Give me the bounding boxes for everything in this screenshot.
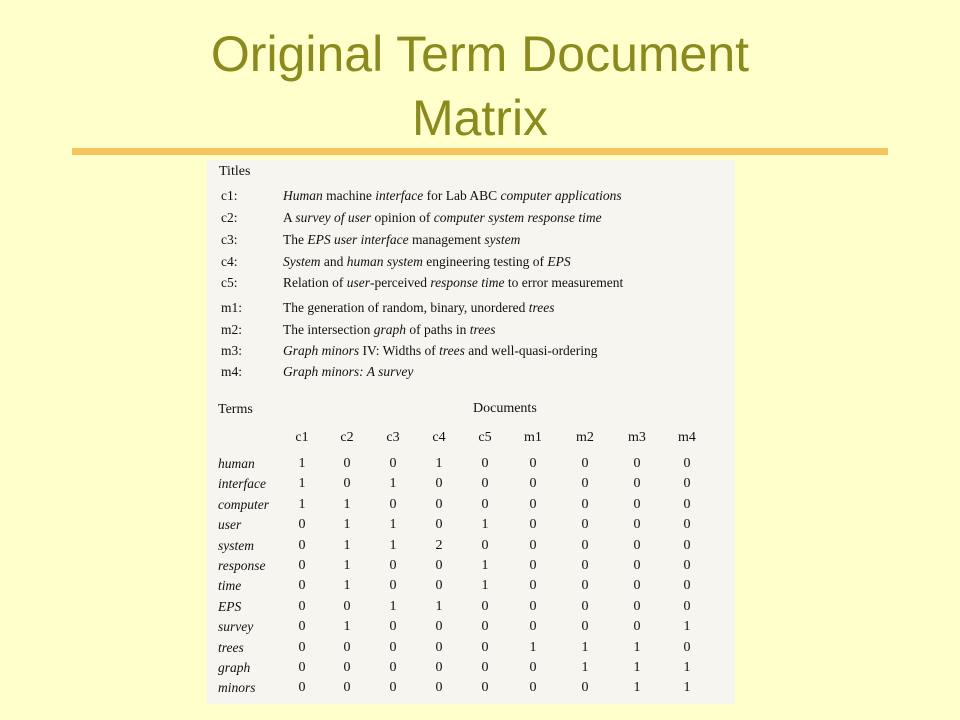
- matrix-cell: 0: [343, 660, 351, 675]
- title-text-segment: system: [484, 232, 521, 247]
- matrix-row: [207, 658, 735, 678]
- title-row: [221, 363, 731, 381]
- matrix-term-label: response: [218, 558, 266, 573]
- matrix-cell: 0: [481, 537, 489, 553]
- title-text-segment: and well-quasi-ordering: [464, 343, 598, 358]
- matrix-cell: 1: [633, 639, 641, 655]
- matrix-cell: 1: [683, 660, 691, 675]
- matrix-cell: 1: [298, 496, 306, 512]
- matrix-cell: 1: [298, 476, 306, 492]
- matrix-cell: 0: [343, 680, 351, 696]
- title-text-segment: trees: [528, 300, 555, 315]
- matrix-cell: 0: [389, 619, 397, 635]
- matrix-cell: 0: [683, 517, 691, 533]
- matrix-row: [207, 454, 735, 474]
- matrix-cell: 1: [529, 639, 537, 655]
- matrix-term-label: graph: [218, 660, 251, 675]
- title-underline: [72, 148, 888, 155]
- matrix-term-label: trees: [218, 639, 244, 655]
- matrix-cell: 0: [581, 578, 589, 594]
- matrix-cell: 0: [481, 598, 489, 614]
- title-row: [221, 342, 731, 360]
- matrix-cell: 0: [343, 639, 351, 655]
- matrix-cell: 0: [529, 456, 537, 471]
- matrix-cell: 0: [683, 578, 691, 594]
- matrix-column-header: m1: [524, 430, 542, 445]
- matrix-cell: 0: [343, 456, 351, 471]
- matrix-cell: 1: [581, 639, 589, 655]
- matrix-column-header: c5: [478, 430, 492, 445]
- title-text-segment: and: [320, 254, 347, 269]
- matrix-column-header: c3: [386, 430, 400, 445]
- matrix-cell: 0: [298, 537, 306, 553]
- terms-heading: Terms: [218, 402, 253, 417]
- matrix-cell: 1: [298, 456, 306, 471]
- matrix-cell: 0: [581, 476, 589, 492]
- matrix-cell: 0: [298, 619, 306, 635]
- matrix-cell: 0: [683, 558, 691, 573]
- matrix-cell: 0: [529, 476, 537, 492]
- matrix-cell: 0: [435, 680, 443, 696]
- matrix-cell: 0: [298, 517, 306, 533]
- matrix-cell: 0: [298, 680, 306, 696]
- title-text-segment: user: [346, 275, 370, 290]
- matrix-cell: 1: [343, 517, 351, 533]
- matrix-row: [207, 474, 735, 494]
- matrix-row: [207, 536, 735, 556]
- matrix-cell: 0: [633, 598, 641, 614]
- matrix-row: [207, 495, 735, 515]
- matrix-cell: 0: [298, 578, 306, 594]
- matrix-cell: 0: [481, 639, 489, 655]
- matrix-cell: 0: [581, 537, 589, 553]
- matrix-column-header: m4: [678, 430, 696, 445]
- titles-heading: Titles: [219, 164, 251, 179]
- matrix-column-header: c1: [295, 430, 309, 445]
- matrix-cell: 0: [581, 680, 589, 696]
- title-row: [221, 187, 731, 205]
- title-text-segment: human system: [346, 254, 423, 269]
- matrix-cell: 1: [481, 578, 489, 594]
- matrix-cell: 0: [581, 496, 589, 512]
- matrix-cell: 0: [529, 496, 537, 512]
- matrix-cell: 1: [343, 578, 351, 594]
- documents-heading: Documents: [473, 401, 537, 416]
- title-text-segment: EPS user interface: [307, 232, 409, 247]
- matrix-term-label: survey: [218, 619, 254, 635]
- title-text-segment: trees: [469, 322, 496, 337]
- title-row: [221, 321, 731, 339]
- matrix-cell: 0: [481, 680, 489, 696]
- matrix-cell: 0: [529, 598, 537, 614]
- title-doc-id: m2:: [221, 322, 243, 337]
- title-text-segment: computer system response time: [433, 210, 602, 225]
- title-doc-id: m1:: [221, 300, 243, 315]
- matrix-cell: 1: [343, 619, 351, 635]
- title-text-segment: opinion of: [371, 210, 434, 225]
- matrix-cell: 0: [529, 537, 537, 553]
- matrix-cell: 1: [633, 660, 641, 675]
- matrix-cell: 1: [389, 598, 397, 614]
- matrix-cell: 0: [683, 598, 691, 614]
- title-text-segment: Human: [283, 188, 323, 203]
- matrix-cell: 1: [435, 598, 443, 614]
- matrix-column-header: m2: [576, 430, 594, 445]
- title-doc-id: c3:: [221, 232, 238, 247]
- title-text-segment: The generation of random, binary, unordered: [283, 300, 529, 315]
- matrix-cell: 0: [435, 476, 443, 492]
- title-text-segment: computer applications: [500, 188, 622, 203]
- matrix-cell: 0: [683, 496, 691, 512]
- title-text-segment: for Lab ABC: [423, 188, 501, 203]
- matrix-term-label: interface: [218, 476, 266, 492]
- matrix-cell: 0: [389, 660, 397, 675]
- matrix-cell: 0: [389, 639, 397, 655]
- title-doc-id: c1:: [221, 188, 238, 203]
- matrix-row: [207, 515, 735, 535]
- matrix-cell: 0: [481, 456, 489, 471]
- title-text-segment: System: [283, 254, 321, 269]
- matrix-term-label: computer: [218, 496, 269, 512]
- title-text-segment: to error measurement: [504, 275, 624, 290]
- title-text-segment: The: [283, 232, 308, 247]
- title-text-segment: -perceived: [370, 275, 431, 290]
- matrix-cell: 1: [389, 537, 397, 553]
- matrix-cell: 0: [529, 578, 537, 594]
- matrix-cell: 1: [481, 558, 489, 573]
- matrix-cell: 0: [481, 496, 489, 512]
- title-text-segment: EPS: [547, 254, 571, 269]
- matrix-cell: 0: [683, 639, 691, 655]
- title-row: [221, 209, 731, 227]
- matrix-cell: 1: [481, 517, 489, 533]
- matrix-term-label: user: [218, 517, 242, 533]
- matrix-cell: 0: [529, 558, 537, 573]
- matrix-cell: 0: [343, 476, 351, 492]
- slide-title-line-1: Original Term Document: [210, 26, 750, 82]
- matrix-cell: 0: [633, 496, 641, 512]
- matrix-cell: 0: [343, 598, 351, 614]
- matrix-cell: 0: [435, 496, 443, 512]
- title-doc-id: m4:: [221, 364, 243, 379]
- matrix-cell: 0: [633, 619, 641, 635]
- matrix-cell: 0: [435, 619, 443, 635]
- matrix-cell: 1: [435, 456, 443, 471]
- matrix-cell: 0: [298, 660, 306, 675]
- matrix-cell: 1: [389, 476, 397, 492]
- matrix-term-label: human: [218, 456, 255, 471]
- title-row: [221, 299, 731, 317]
- matrix-cell: 0: [389, 456, 397, 471]
- matrix-cell: 1: [683, 680, 691, 696]
- matrix-cell: 1: [683, 619, 691, 635]
- title-doc-id: m3:: [221, 343, 243, 358]
- title-text-segment: of paths in: [405, 322, 470, 337]
- matrix-row: [207, 597, 735, 617]
- title-row: [221, 231, 731, 249]
- matrix-cell: 0: [389, 578, 397, 594]
- matrix-cell: 0: [581, 456, 589, 471]
- matrix-cell: 1: [389, 517, 397, 533]
- title-text-segment: Relation of: [283, 275, 347, 290]
- matrix-cell: 0: [298, 598, 306, 614]
- matrix-cell: 0: [389, 558, 397, 573]
- matrix-cell: 0: [481, 619, 489, 635]
- matrix-cell: 0: [529, 680, 537, 696]
- matrix-cell: 0: [529, 660, 537, 675]
- matrix-cell: 0: [581, 517, 589, 533]
- matrix-term-label: EPS: [218, 598, 242, 614]
- matrix-cell: 0: [529, 517, 537, 533]
- title-doc-id: c2:: [221, 210, 238, 225]
- title-row: [221, 274, 731, 292]
- matrix-cell: 0: [389, 496, 397, 512]
- matrix-cell: 1: [633, 680, 641, 696]
- title-text-segment: A: [283, 210, 296, 225]
- title-doc-id: c5:: [221, 275, 238, 290]
- matrix-cell: 0: [529, 619, 537, 635]
- term-document-figure: [207, 160, 735, 704]
- matrix-cell: 0: [633, 558, 641, 573]
- matrix-cell: 0: [633, 537, 641, 553]
- matrix-cell: 0: [435, 517, 443, 533]
- matrix-term-label: time: [218, 578, 242, 594]
- matrix-row: [207, 576, 735, 596]
- matrix-cell: 1: [343, 537, 351, 553]
- title-text-segment: Graph minors: [283, 343, 360, 358]
- matrix-column-header: c4: [432, 430, 446, 445]
- matrix-cell: 0: [435, 639, 443, 655]
- matrix-cell: 0: [435, 660, 443, 675]
- matrix-column-header: c2: [340, 430, 354, 445]
- matrix-row: [207, 678, 735, 698]
- matrix-cell: 0: [633, 476, 641, 492]
- matrix-cell: 2: [435, 537, 443, 553]
- matrix-cell: 0: [633, 517, 641, 533]
- title-text-segment: machine: [322, 188, 376, 203]
- matrix-cell: 0: [633, 578, 641, 594]
- slide-title: [60, 22, 900, 150]
- matrix-cell: 0: [683, 537, 691, 553]
- matrix-term-label: system: [218, 537, 254, 553]
- matrix-cell: 1: [581, 660, 589, 675]
- matrix-cell: 0: [298, 639, 306, 655]
- matrix-cell: 0: [389, 680, 397, 696]
- title-text-segment: The intersection: [283, 322, 374, 337]
- matrix-cell: 0: [683, 456, 691, 471]
- matrix-cell: 0: [481, 476, 489, 492]
- matrix-term-label: minors: [218, 680, 256, 696]
- matrix-column-header: m3: [628, 430, 646, 445]
- slide-title-line-2: Matrix: [411, 90, 549, 146]
- title-text-segment: trees: [439, 343, 465, 358]
- title-text-segment: IV: Widths of: [359, 343, 440, 358]
- matrix-row: [207, 617, 735, 637]
- title-text-segment: interface: [375, 188, 424, 203]
- matrix-cell: 1: [343, 496, 351, 512]
- title-doc-id: c4:: [221, 254, 238, 269]
- matrix-cell: 0: [683, 476, 691, 492]
- title-text-segment: response time: [430, 275, 505, 290]
- title-text-segment: engineering testing of: [422, 254, 548, 269]
- matrix-cell: 0: [581, 558, 589, 573]
- matrix-cell: 1: [343, 558, 351, 573]
- matrix-row: [207, 638, 735, 658]
- matrix-cell: 0: [481, 660, 489, 675]
- title-text-segment: graph: [373, 322, 406, 337]
- matrix-cell: 0: [298, 558, 306, 573]
- matrix-cell: 0: [633, 456, 641, 471]
- title-row: [221, 253, 731, 271]
- matrix-cell: 0: [435, 558, 443, 573]
- title-text-segment: Graph minors: A survey: [283, 364, 414, 379]
- matrix-cell: 0: [435, 578, 443, 594]
- title-text-segment: survey of user: [295, 210, 372, 225]
- title-text-segment: management: [408, 232, 485, 247]
- matrix-cell: 0: [581, 598, 589, 614]
- matrix-cell: 0: [581, 619, 589, 635]
- matrix-row: [207, 556, 735, 576]
